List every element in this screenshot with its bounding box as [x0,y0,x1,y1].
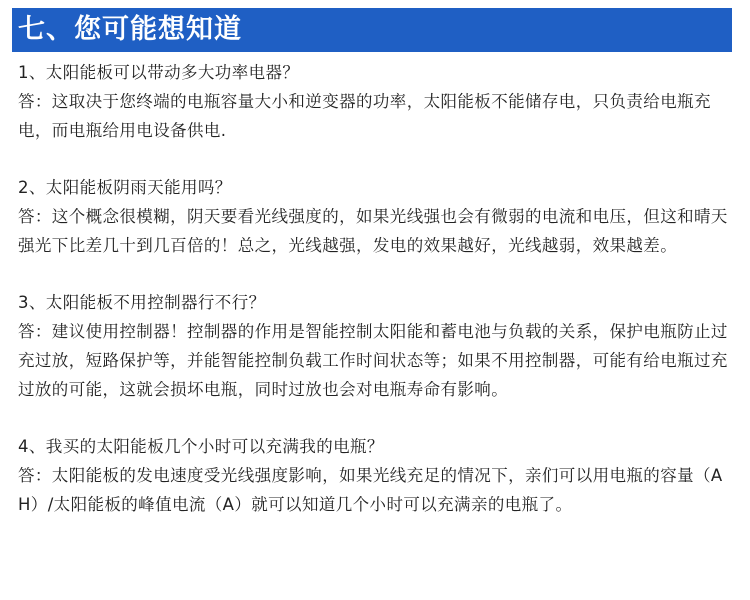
faq-answer: 答：这取决于您终端的电瓶容量大小和逆变器的功率，太阳能板不能储存电，只负责给电瓶充电，而电瓶给用电设备供电. [18,92,711,140]
faq-list [18,58,733,547]
faq-question: 4、我买的太阳能板几个小时可以充满我的电瓶？ [18,437,384,456]
faq-item-4 [18,432,733,519]
faq-answer: 答：这个概念很模糊，阴天要看光线强度的，如果光线强也会有微弱的电流和电压，但这和晴天强光下比差几十到几百倍的！总之，光线越强，发电的效果越好，光线越弱，效果越差。 [18,207,728,255]
faq-question: 1、太阳能板可以带动多大功率电器？ [18,63,300,82]
faq-question: 3、太阳能板不用控制器行不行？ [18,293,266,312]
section-title: 七、您可能想知道 [18,14,242,45]
faq-item-3 [18,288,733,404]
faq-answer: 答：建议使用控制器！控制器的作用是智能控制太阳能和蓄电池与负载的关系，保护电瓶防止过充过放，短路保护等，并能智能控制负载工作时间状态等；如果不用控制器，可能有给电瓶过充过放的可能，这就会损坏电瓶，同时过放也会对电瓶寿命有影响。 [18,322,728,399]
section-header-bar [12,8,732,52]
faq-item-1 [18,58,733,145]
faq-item-2 [18,173,733,260]
faq-question: 2、太阳能板阴雨天能用吗？ [18,178,232,197]
faq-answer: 答：太阳能板的发电速度受光线强度影响，如果光线充足的情况下，亲们可以用电瓶的容量（AH）/太阳能板的峰值电流（A）就可以知道几个小时可以充满亲的电瓶了。 [18,466,723,514]
